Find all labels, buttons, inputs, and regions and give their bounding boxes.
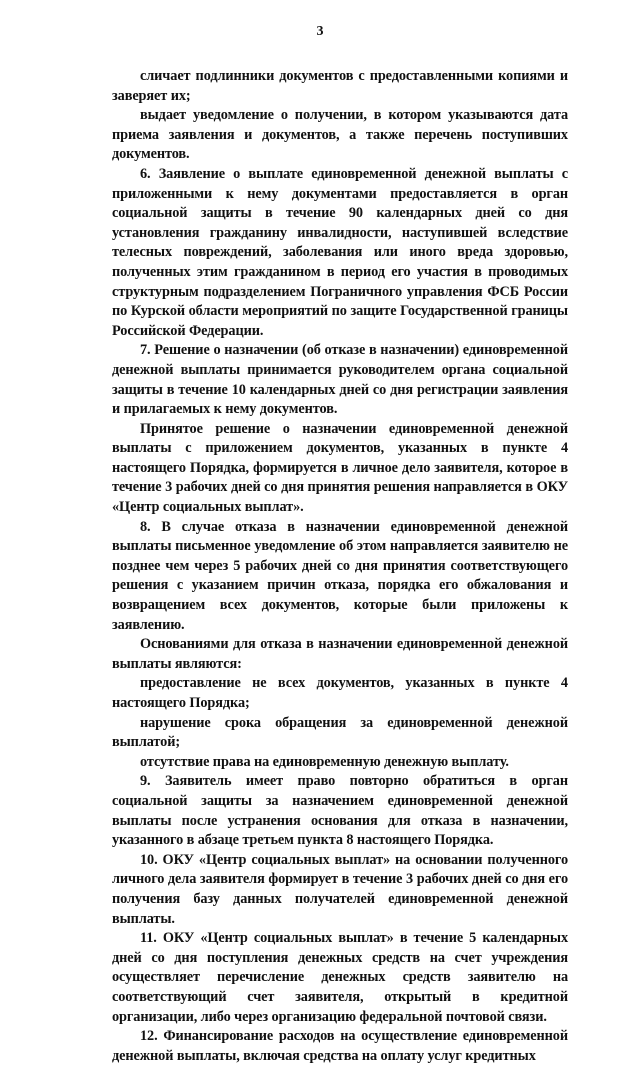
paragraph: отсутствие права на единовременную денежную выплату. (140, 753, 509, 770)
page-number: 3 (316, 24, 324, 39)
paragraph: выдает уведомление о получении, в котором указываются дата приема заявления и документов, а также перечень поступивших документов. (112, 107, 568, 163)
paragraph: 7. Решение о назначении (об отказе в назначении) единовременной денежной выплаты принимается руководителем органа социальной защиты в течение 10 календарных дней со дня регистрации заявления и прилагаемых к нему документов. (112, 342, 568, 418)
paragraph: Принятое решение о назначении единовременной денежной выплаты с приложением документов, указанных в пункте 4 настоящего Порядка, формируется в личное дело заявителя, которое в течение 3 рабочих дней со дня принятия решения направляется в ОКУ «Центр социальных выплат». (112, 420, 568, 516)
paragraph: 10. ОКУ «Центр социальных выплат» на основании полученного личного дела заявителя формирует в течение 3 рабочих дней со дня его получения базу данных получателей единовременной денежной выплаты. (112, 851, 568, 927)
paragraph: 11. ОКУ «Центр социальных выплат» в течение 5 календарных дней со дня поступления денежных средств на счет учреждения осуществляет перечисление денежных средств заявителю на соответствующий счет заявителя, открытый в кредитной организации, либо через организацию федеральной почтовой связи. (112, 930, 568, 1025)
paragraph: нарушение срока обращения за единовременной денежной выплатой; (112, 714, 568, 751)
paragraph: предоставление не всех документов, указанных в пункте 4 настоящего Порядка; (112, 675, 568, 711)
paragraph: Основаниями для отказа в назначении единовременной денежной выплаты являются: (112, 636, 568, 672)
paragraph: 6. Заявление о выплате единовременной денежной выплаты с приложенными к нему документами предоставляется в орган социальной защиты в течение 90 календарных дней со дня установления гражданину инвалидности, наступившей вследствие телесных повреждений, заболевания или иного вреда здоровью, полученных этим гражданином в период его участия в проводимых структурным подразделением Пограничного управления ФСБ России по Курской области мероприятий по защите Государственной границы Российской Федерации. (112, 165, 568, 339)
paragraph: сличает подлинники документов с предоставленными копиями и заверяет их; (112, 68, 568, 104)
body-text (112, 67, 568, 1066)
paragraph: 9. Заявитель имеет право повторно обратиться в орган социальной защиты за назначением единовременной денежной выплаты после устранения основания для отказа в назначении, указанного в абзаце третьем пункта 8 настоящего Порядка. (112, 773, 568, 849)
paragraph: 12. Финансирование расходов на осуществление единовременной денежной выплаты, включая средства на оплату услуг кредитных (112, 1028, 568, 1064)
paragraph: 8. В случае отказа в назначении единовременной денежной выплаты письменное уведомление об этом направляется заявителю не позднее чем через 5 рабочих дней со дня принятия соответствующего решения с указанием причин отказа, порядка его обжалования и возвращением всех документов, которые были приложены к заявлению. (112, 518, 568, 633)
